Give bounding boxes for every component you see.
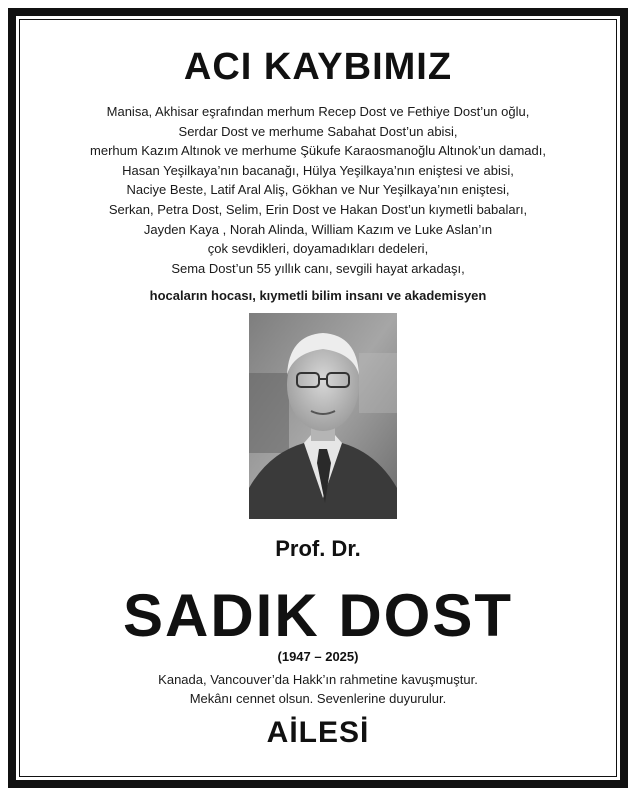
family-signature: AİLESİ xyxy=(266,716,370,749)
bio-line: Jayden Kaya , Norah Alinda, William Kazım ve Luke Aslan’ın xyxy=(143,221,493,237)
bio-line: merhum Kazım Altınok ve merhume Şükufe Karaosmanoğlu Altınok’un damadı, xyxy=(90,143,546,159)
death-line: Kanada, Vancouver’da Hakk’ın rahmetine kavuşmuştur. xyxy=(158,672,478,687)
life-years: (1947 – 2025) xyxy=(277,649,359,664)
death-line: Mekânı cennet olsun. Sevenlerine duyurulur. xyxy=(189,691,447,706)
bio-line: çok sevdikleri, doyamadıkları dedeleri, xyxy=(207,241,429,257)
bio-line: Hasan Yeşilkaya’nın bacanağı, Hülya Yeşilkaya’nın eniştesi ve abisi, xyxy=(122,162,514,178)
title-prefix: Prof. Dr. xyxy=(275,536,361,561)
portrait-photo-illustration xyxy=(249,313,397,519)
bio-line: Manisa, Akhisar eşrafından merhum Recep Dost ve Fethiye Dost’un oğlu, xyxy=(106,104,530,119)
bio-line: Serkan, Petra Dost, Selim, Erin Dost ve Hakan Dost’un kıymetli babaları, xyxy=(108,201,528,217)
bio-line: Serdar Dost ve merhume Sabahat Dost’un abisi, xyxy=(178,123,458,139)
bio-line: Sema Dost’un 55 yıllık canı, sevgili hayat arkadaşı, xyxy=(171,260,465,276)
bio-bold-line: hocaların hocası, kıymetli bilim insanı ve akademisyen xyxy=(149,288,487,304)
bio-line: Naciye Beste, Latif Aral Aliş, Gökhan ve Nur Yeşilkaya’nın eniştesi, xyxy=(126,182,510,198)
obituary-frame xyxy=(8,8,628,788)
deceased-name: SADIK DOST xyxy=(122,582,514,649)
headline: ACI KAYBIMIZ xyxy=(183,46,453,88)
bio-text xyxy=(16,102,620,306)
portrait-photo xyxy=(249,313,397,519)
death-notice xyxy=(16,670,620,708)
